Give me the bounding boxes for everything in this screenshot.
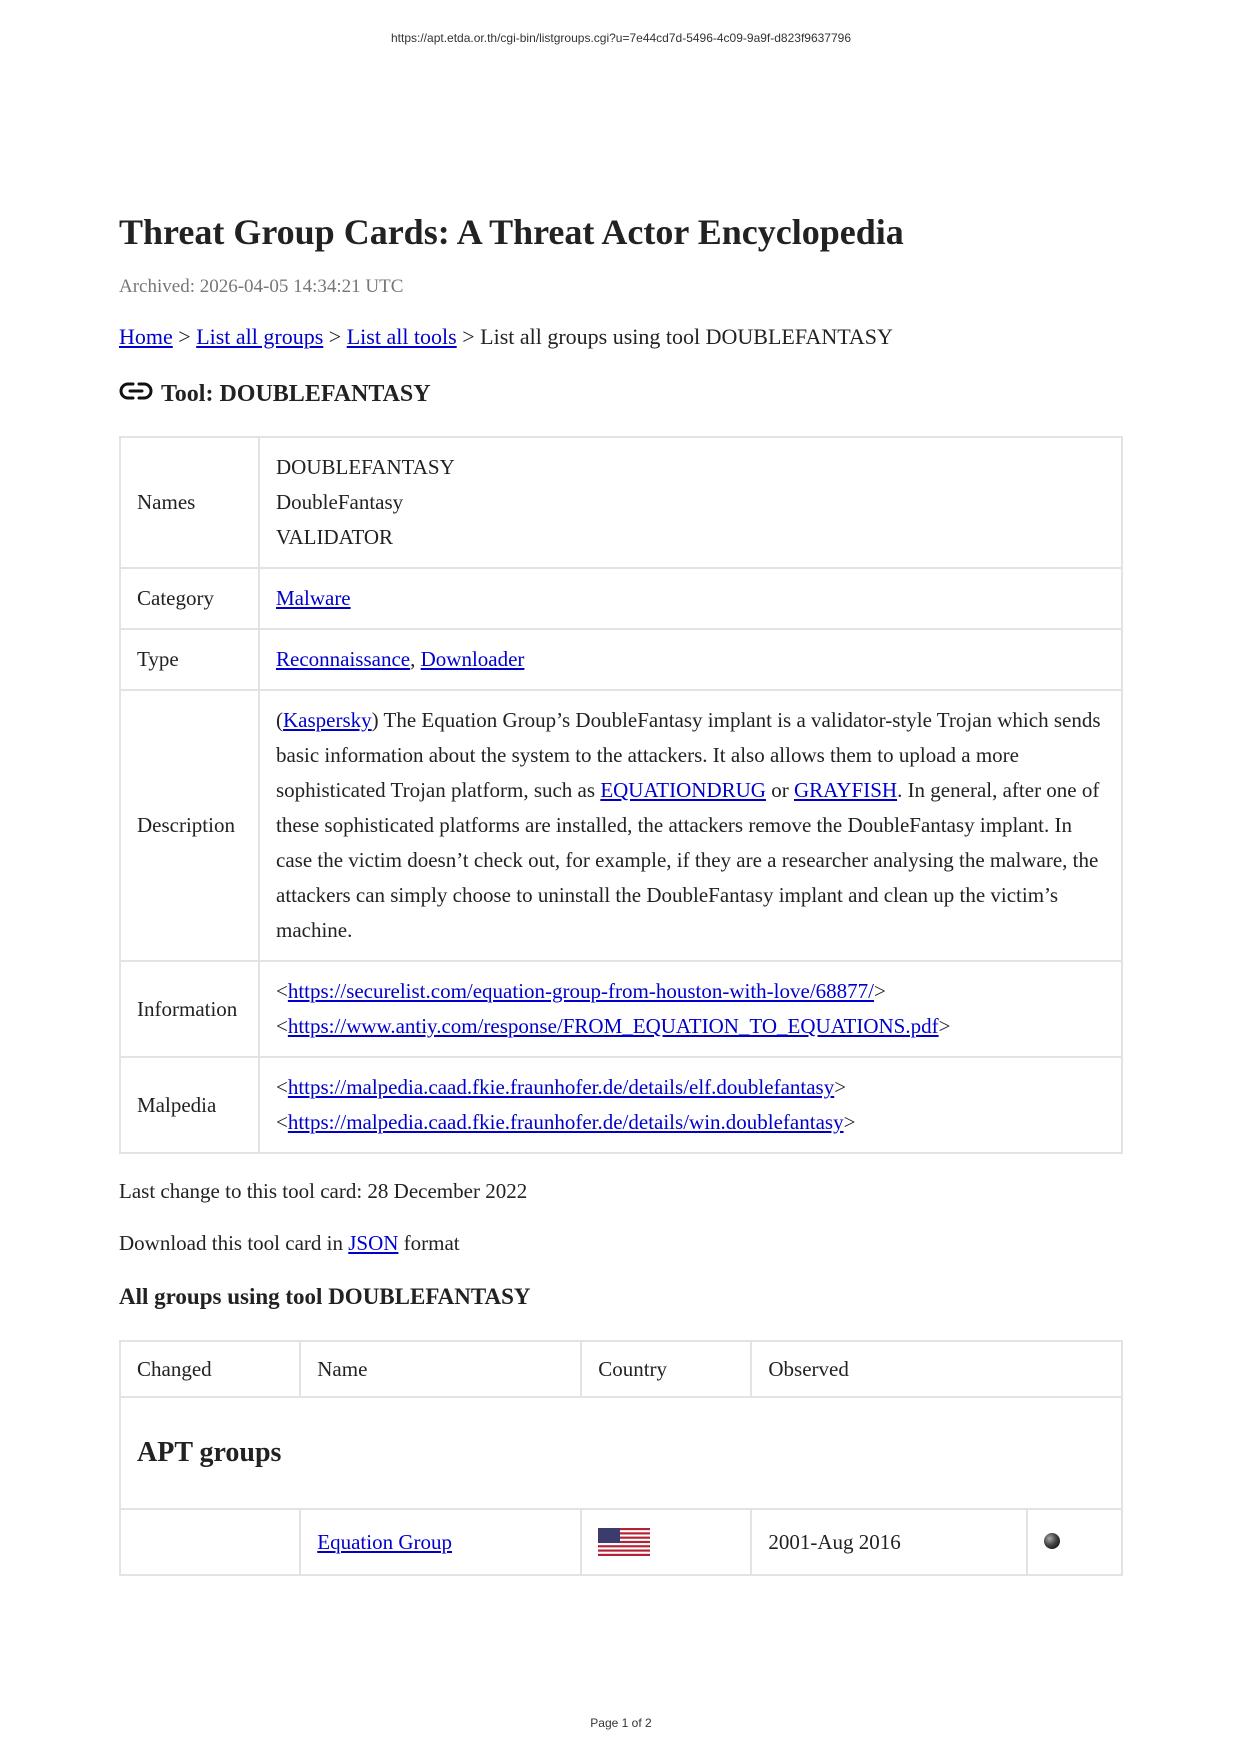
- names-value: [259, 437, 1122, 568]
- malpedia-elf-link[interactable]: https://malpedia.caad.fkie.fraunhofer.de/details/elf.doublefantasy: [287, 1075, 835, 1099]
- breadcrumb-separator: >: [328, 324, 342, 349]
- column-header-observed: Observed: [751, 1341, 1122, 1397]
- download-line: [119, 1228, 1123, 1258]
- json-download-link[interactable]: JSON: [348, 1231, 399, 1255]
- page-footer: Page 1 of 2: [590, 1716, 652, 1730]
- malpedia-win-link[interactable]: https://malpedia.caad.fkie.fraunhofer.de/details/win.doublefantasy: [287, 1110, 844, 1134]
- breadcrumb-separator: >: [462, 324, 475, 349]
- grayfish-link[interactable]: GRAYFISH: [793, 778, 898, 802]
- information-item: [276, 1009, 1105, 1044]
- category-value: [259, 568, 1122, 629]
- tool-heading: [119, 380, 1123, 408]
- kaspersky-link[interactable]: Kaspersky: [283, 708, 372, 732]
- description-row: [120, 690, 1122, 961]
- category-label: Category: [120, 568, 259, 629]
- angle-open: <: [276, 1075, 288, 1099]
- page-url: https://apt.etda.or.th/cgi-bin/listgroups.cgi?u=7e44cd7d-5496-4c09-9a9f-d823f9637796: [391, 31, 851, 45]
- column-header-changed: Changed: [120, 1341, 300, 1397]
- archived-timestamp: Archived: 2026-04-05 14:34:21 UTC: [119, 276, 404, 297]
- name-item: VALIDATOR: [276, 525, 394, 549]
- name-item: DoubleFantasy: [276, 490, 404, 514]
- type-separator: ,: [410, 647, 421, 671]
- changed-cell: [120, 1509, 300, 1575]
- groups-heading: All groups using tool DOUBLEFANTASY: [119, 1284, 531, 1309]
- equationdrug-link[interactable]: EQUATIONDRUG: [600, 778, 766, 802]
- groups-header-row: [120, 1341, 1122, 1397]
- download-prefix: Download this tool card in: [119, 1231, 349, 1255]
- equation-group-link[interactable]: Equation Group: [317, 1529, 452, 1554]
- desc-text: or: [765, 778, 794, 802]
- link-icon: [119, 380, 153, 402]
- status-cell: [1027, 1509, 1122, 1575]
- column-header-name: Name: [300, 1341, 581, 1397]
- antiy-link[interactable]: https://www.antiy.com/response/FROM_EQUATION_TO_EQUATIONS.pdf: [287, 1014, 939, 1038]
- information-value: [259, 961, 1122, 1057]
- desc-text: ) The Equation Group’s DoubleFantasy implant is a validator-style Trojan which sends basic information about the system to the attackers. It also allows them to upload a more sophisticated Trojan platform, such as: [276, 708, 1101, 802]
- page-title: Threat Group Cards: A Threat Actor Encyclopedia: [119, 212, 904, 252]
- names-label: Names: [120, 437, 259, 568]
- desc-text: . In general, after one of these sophisticated platforms are installed, the attackers remove the DoubleFantasy implant. In case the victim doesn’t check out, for example, if they are a researcher analysing the malware, the attackers can simply choose to uninstall the DoubleFantasy implant and clean up the victim’s machine.: [276, 778, 1100, 942]
- angle-close: >: [834, 1075, 847, 1099]
- tool-heading-text: Tool: DOUBLEFANTASY: [161, 381, 431, 407]
- last-change: Last change to this tool card: 28 December 2022: [119, 1179, 528, 1203]
- desc-paren: (: [276, 708, 283, 732]
- malpedia-value: [259, 1057, 1122, 1153]
- angle-open: <: [276, 1110, 288, 1134]
- angle-open: <: [276, 979, 288, 1003]
- malpedia-row: [120, 1057, 1122, 1153]
- breadcrumb-groups-link[interactable]: List all groups: [196, 324, 324, 349]
- angle-close: >: [874, 979, 886, 1003]
- category-link[interactable]: Malware: [276, 586, 351, 610]
- malpedia-item: [276, 1105, 1105, 1140]
- breadcrumb: [119, 324, 1123, 350]
- malpedia-item: [276, 1070, 1105, 1105]
- type-link-downloader[interactable]: Downloader: [420, 647, 525, 671]
- type-row: [120, 629, 1122, 690]
- type-link-reconnaissance[interactable]: Reconnaissance: [276, 647, 411, 671]
- name-item: DOUBLEFANTASY: [276, 455, 455, 479]
- breadcrumb-tools-link[interactable]: List all tools: [346, 324, 457, 349]
- angle-close: >: [938, 1014, 951, 1038]
- information-row: [120, 961, 1122, 1057]
- malpedia-label: Malpedia: [120, 1057, 259, 1153]
- section-row: [120, 1397, 1122, 1509]
- type-label: Type: [120, 629, 259, 690]
- names-row: [120, 437, 1122, 568]
- breadcrumb-separator: >: [178, 324, 191, 349]
- type-value: [259, 629, 1122, 690]
- country-cell: [581, 1509, 751, 1575]
- breadcrumb-home-link[interactable]: Home: [119, 324, 173, 349]
- category-row: [120, 568, 1122, 629]
- section-apt-groups: APT groups: [120, 1397, 1122, 1509]
- name-cell: [300, 1509, 581, 1575]
- table-row: [120, 1509, 1122, 1575]
- black-ball-icon: [1044, 1533, 1060, 1549]
- securelist-link[interactable]: https://securelist.com/equation-group-from-houston-with-love/68877/: [287, 979, 874, 1003]
- column-header-country: Country: [581, 1341, 751, 1397]
- angle-open: <: [276, 1014, 288, 1038]
- information-label: Information: [120, 961, 259, 1057]
- groups-table: [119, 1340, 1123, 1576]
- breadcrumb-current: List all groups using tool DOUBLEFANTASY: [480, 324, 893, 349]
- tool-card-table: [119, 436, 1123, 1154]
- us-flag-icon: [598, 1528, 650, 1556]
- download-suffix: format: [398, 1231, 460, 1255]
- angle-close: >: [843, 1110, 856, 1134]
- description-value: [259, 690, 1122, 961]
- description-label: Description: [120, 690, 259, 961]
- main-content: [119, 210, 1123, 1576]
- information-item: [276, 974, 1105, 1009]
- observed-cell: 2001-Aug 2016: [751, 1509, 1027, 1575]
